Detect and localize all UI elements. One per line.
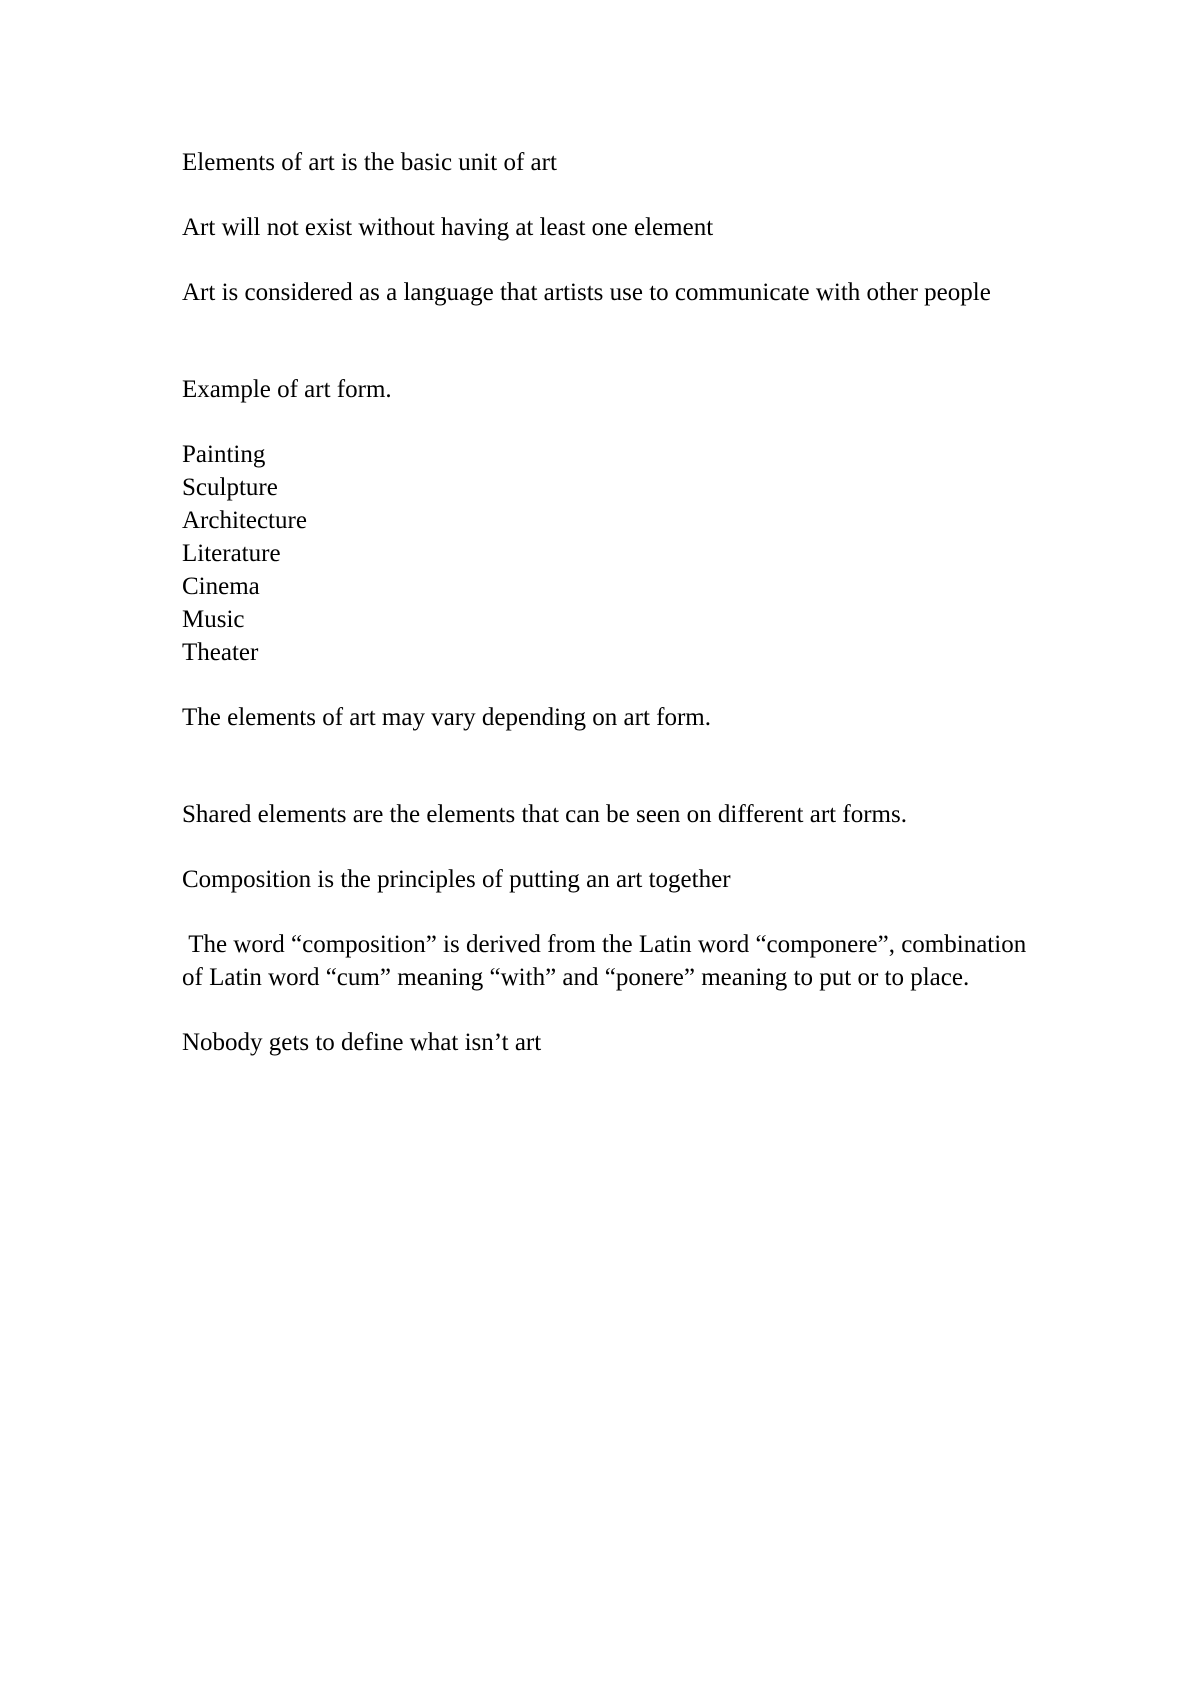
list-item: Architecture <box>182 507 307 534</box>
list-item: Sculpture <box>182 474 278 501</box>
example-heading: Example of art form. <box>182 376 392 403</box>
composition-definition-paragraph: Composition is the principles of putting an art together <box>182 866 731 893</box>
list-item: Literature <box>182 540 281 567</box>
vary-note-paragraph: The elements of art may vary depending on art form. <box>182 704 711 731</box>
list-item: Painting <box>182 441 266 468</box>
intro-paragraph-element-requirement: Art will not exist without having at least one element <box>182 214 714 241</box>
etymology-paragraph: The word “composition” is derived from the Latin word “componere”, combination of Latin word “cum” meaning “with” and “ponere” meaning to put or to place. <box>182 931 1033 991</box>
closing-paragraph: Nobody gets to define what isn’t art <box>182 1029 542 1056</box>
list-item: Music <box>182 606 245 633</box>
list-item: Theater <box>182 639 259 666</box>
shared-elements-paragraph: Shared elements are the elements that can be seen on different art forms. <box>182 801 907 828</box>
art-forms-list <box>182 438 1042 669</box>
document-body <box>182 146 1042 1059</box>
list-item: Cinema <box>182 573 260 600</box>
intro-paragraph-basic-unit: Elements of art is the basic unit of art <box>182 149 557 176</box>
intro-paragraph-language: Art is considered as a language that artists use to communicate with other people <box>182 279 991 306</box>
